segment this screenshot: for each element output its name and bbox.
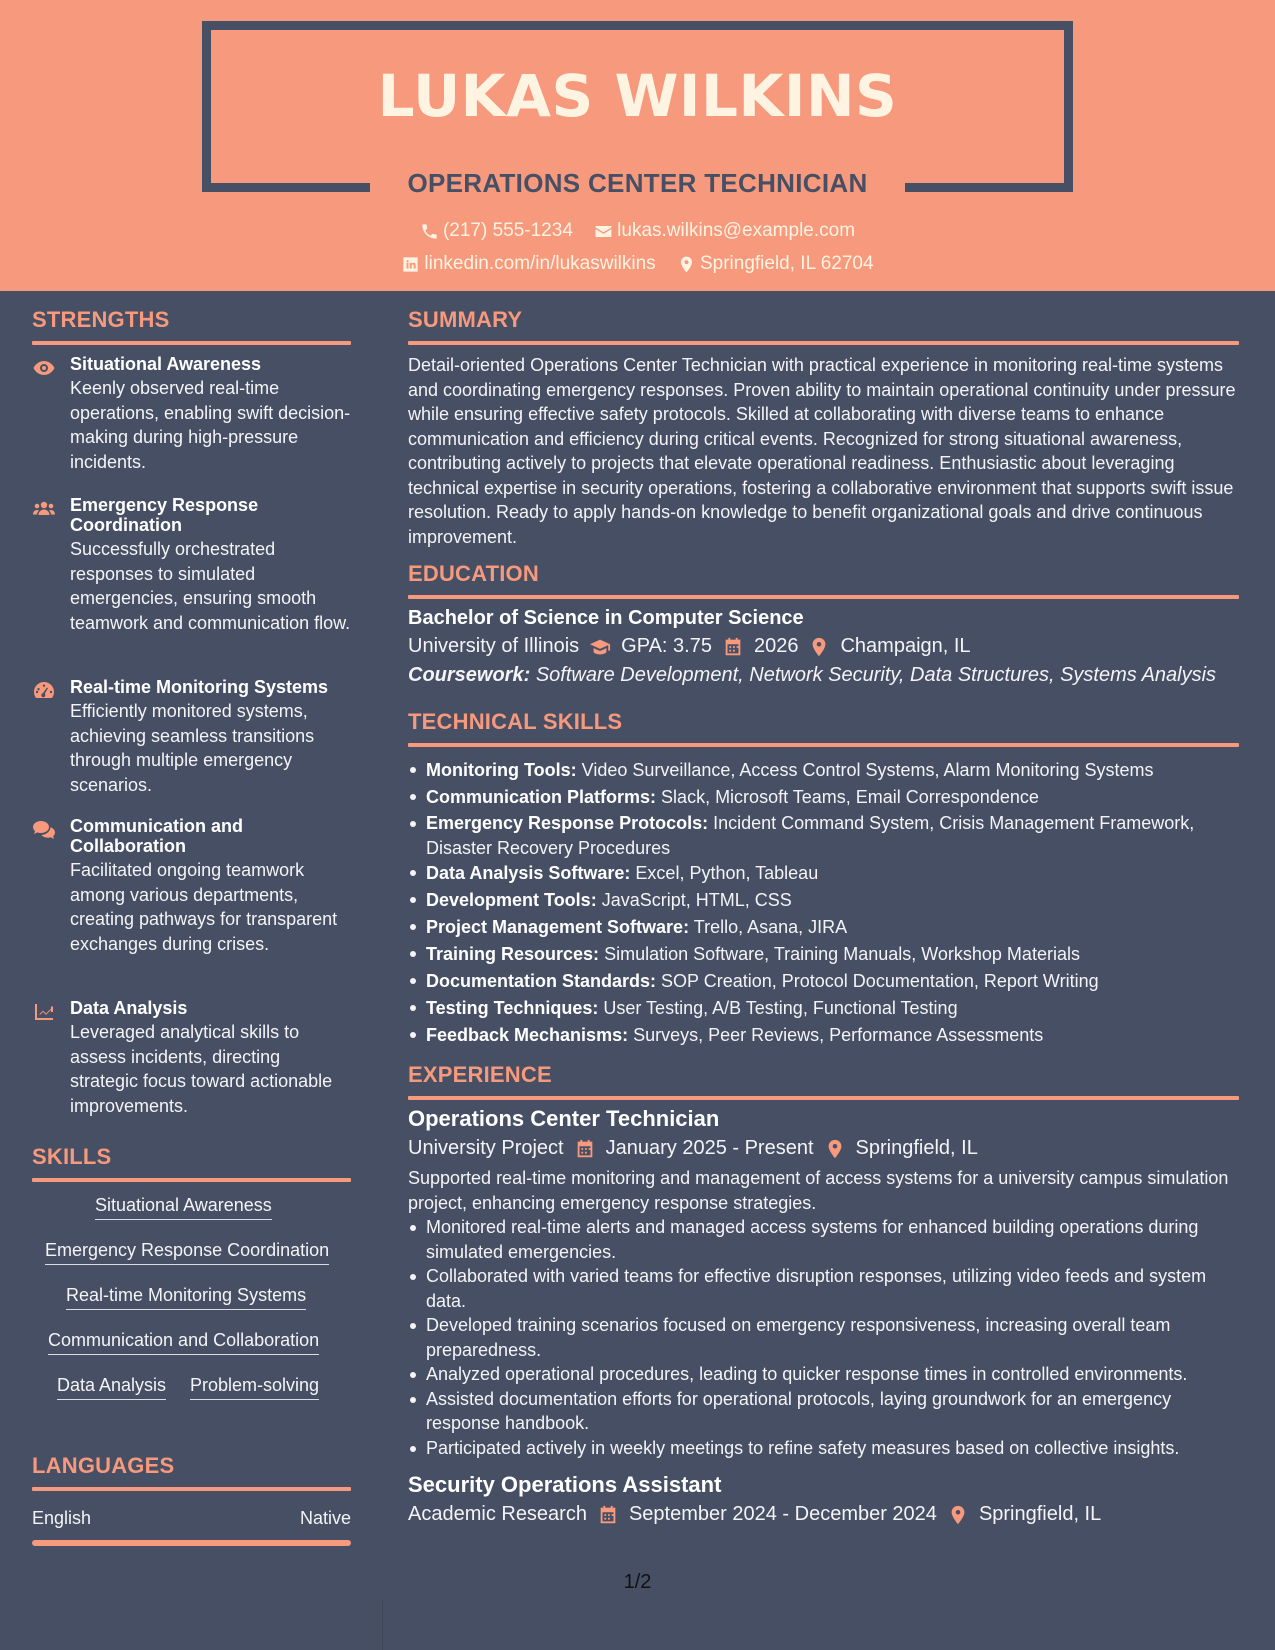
section-divider bbox=[408, 595, 1239, 599]
job-bullets bbox=[408, 1215, 1239, 1460]
phone-icon bbox=[420, 222, 439, 241]
education-location: Champaign, IL bbox=[840, 635, 971, 657]
job-entry-title: Security Operations Assistant bbox=[408, 1472, 722, 1497]
job-meta bbox=[408, 1503, 1239, 1526]
strength-name: Real-time Monitoring Systems bbox=[70, 677, 329, 697]
skill-tag: Data Analysis bbox=[57, 1375, 166, 1400]
eye-icon bbox=[32, 356, 56, 380]
list-item: Assisted documentation efforts for operational protocols, laying groundwork for an emergency response handbook. bbox=[408, 1387, 1239, 1436]
list-item: Participated actively in weekly meetings to refine safety measures based on collective insights. bbox=[408, 1436, 1239, 1461]
list-item: Developed training scenarios focused on emergency responsiveness, increasing overall team preparedness. bbox=[408, 1313, 1239, 1362]
section-heading: SKILLS bbox=[32, 1144, 112, 1169]
strength-name: Emergency Response Coordination bbox=[70, 495, 259, 535]
job-location: Springfield, IL bbox=[978, 1503, 1102, 1525]
list-item bbox=[408, 1022, 1239, 1049]
list-item bbox=[408, 887, 1239, 914]
section-divider bbox=[408, 1096, 1239, 1100]
degree-name: Bachelor of Science in Computer Science bbox=[408, 607, 804, 629]
skills-section bbox=[32, 1144, 351, 1182]
education-meta bbox=[408, 635, 1239, 658]
technical-skills-section bbox=[408, 709, 1239, 1049]
chart-line-icon bbox=[32, 1000, 56, 1024]
list-item bbox=[408, 784, 1239, 811]
email-text: lukas.wilkins@example.com bbox=[617, 220, 856, 241]
email-contact[interactable] bbox=[594, 220, 855, 242]
section-divider bbox=[408, 743, 1239, 747]
strength-name: Communication and Collaboration bbox=[70, 816, 244, 856]
skill-values: Video Surveillance, Access Control Systems, Alarm Monitoring Systems bbox=[581, 760, 1154, 780]
contact-row bbox=[0, 220, 1275, 247]
skill-category: Project Management Software: bbox=[426, 917, 690, 937]
section-heading: EXPERIENCE bbox=[408, 1062, 552, 1087]
map-pin-icon bbox=[947, 1504, 969, 1526]
skill-values: SOP Creation, Protocol Documentation, Report Writing bbox=[661, 971, 1099, 991]
section-heading: TECHNICAL SKILLS bbox=[408, 709, 623, 734]
list-item bbox=[408, 860, 1239, 887]
map-pin-icon bbox=[824, 1138, 846, 1160]
skill-tag: Situational Awareness bbox=[95, 1195, 272, 1220]
strength-description: Leveraged analytical skills to assess incidents, directing strategic focus toward actionable improvements. bbox=[70, 1022, 333, 1116]
experience-section bbox=[408, 1062, 1239, 1526]
strength-description: Facilitated ongoing teamwork among various departments, creating pathways for transparent exchanges during crises. bbox=[70, 860, 338, 954]
section-divider bbox=[32, 1487, 351, 1491]
linkedin-text: linkedin.com/in/lukaswilkins bbox=[424, 253, 656, 274]
location-contact bbox=[677, 253, 874, 275]
map-pin-icon bbox=[808, 636, 830, 658]
education-section bbox=[408, 561, 1239, 687]
job-title: OPERATIONS CENTER TECHNICIAN bbox=[407, 168, 868, 198]
skill-category: Communication Platforms: bbox=[426, 787, 657, 807]
job-dates: September 2024 - December 2024 bbox=[628, 1503, 937, 1525]
graduation-year: 2026 bbox=[753, 635, 799, 657]
strength-description: Keenly observed real-time operations, enabling swift decision-making during high-pressure incidents. bbox=[70, 378, 351, 472]
job-location: Springfield, IL bbox=[855, 1137, 978, 1159]
skill-category: Data Analysis Software: bbox=[426, 863, 631, 883]
skill-values: Slack, Microsoft Teams, Email Correspondence bbox=[661, 787, 1039, 807]
strength-name: Situational Awareness bbox=[70, 354, 262, 374]
skill-category: Feedback Mechanisms: bbox=[426, 1025, 629, 1045]
summary-text: Detail-oriented Operations Center Technician with practical experience in monitoring real-time systems and coordinating emergency responses. Proven ability to maintain operational continuity under pressure while ensuring effective safety protocols. Skilled at collaborating with diverse teams to enhance communication and efficiency during critical events. Recognized for strong situational awareness, contributing actively to projects that elevate operational readiness. Enthusiastic about leveraging technical expertise in security operations, fostering a collaborative environment that supports swift issue resolution. Ready to apply hands-on knowledge to benefit organizational goals and drive continuous improvement. bbox=[408, 355, 1236, 547]
contact-row bbox=[0, 253, 1275, 280]
location-text: Springfield, IL 62704 bbox=[699, 253, 874, 274]
technical-skills-list bbox=[408, 757, 1239, 1049]
column-divider bbox=[382, 1600, 383, 1650]
section-divider bbox=[32, 1178, 351, 1182]
skill-values: Trello, Asana, JIRA bbox=[693, 917, 848, 937]
section-divider bbox=[408, 341, 1239, 345]
section-heading: EDUCATION bbox=[408, 561, 539, 586]
list-item bbox=[408, 757, 1239, 784]
coursework-label: Coursework: bbox=[408, 664, 531, 686]
users-icon bbox=[32, 497, 56, 521]
list-item bbox=[408, 941, 1239, 968]
skill-tag: Problem-solving bbox=[190, 1375, 319, 1400]
job-summary: Supported real-time monitoring and management of access systems for a university campus simulation project, enhancing emergency response strategies. bbox=[408, 1168, 1229, 1213]
section-heading: LANGUAGES bbox=[32, 1453, 175, 1478]
skill-category: Documentation Standards: bbox=[426, 971, 657, 991]
linkedin-contact[interactable] bbox=[401, 253, 655, 275]
phone-text: (217) 555-1234 bbox=[442, 220, 573, 241]
skill-values: Incident Command System, Crisis Management Framework, Disaster Recovery Procedures bbox=[426, 813, 1195, 858]
skill-values: Simulation Software, Training Manuals, Workshop Materials bbox=[604, 944, 1080, 964]
calendar-icon bbox=[574, 1138, 596, 1160]
list-item: Analyzed operational procedures, leading to quicker response times in controlled environments. bbox=[408, 1362, 1239, 1387]
school-name: University of Illinois bbox=[408, 635, 580, 657]
skill-values: Excel, Python, Tableau bbox=[635, 863, 819, 883]
summary-section bbox=[408, 307, 1239, 549]
page-number: 1/2 bbox=[623, 1571, 652, 1593]
list-item bbox=[408, 968, 1239, 995]
skill-category: Emergency Response Protocols: bbox=[426, 813, 709, 833]
comments-icon bbox=[32, 818, 56, 842]
skill-category: Training Resources: bbox=[426, 944, 600, 964]
resume-header bbox=[0, 0, 1275, 291]
coursework-list: Software Development, Network Security, Data Structures, Systems Analysis bbox=[535, 664, 1217, 686]
linkedin-icon bbox=[401, 255, 420, 274]
section-heading: STRENGTHS bbox=[32, 307, 170, 332]
skill-tag: Emergency Response Coordination bbox=[45, 1240, 329, 1265]
strength-item bbox=[32, 998, 351, 1118]
skill-category: Monitoring Tools: bbox=[426, 760, 577, 780]
graduation-cap-icon bbox=[589, 636, 611, 658]
section-divider bbox=[32, 341, 351, 345]
gauge-icon bbox=[32, 679, 56, 703]
calendar-icon bbox=[722, 636, 744, 658]
strength-item bbox=[32, 816, 351, 956]
language-level: Native bbox=[299, 1508, 351, 1528]
job-organization: Academic Research bbox=[408, 1503, 587, 1525]
language-proficiency-bar bbox=[32, 1540, 351, 1546]
skill-values: JavaScript, HTML, CSS bbox=[601, 890, 792, 910]
strength-name: Data Analysis bbox=[70, 998, 188, 1018]
list-item bbox=[408, 995, 1239, 1022]
skill-category: Testing Techniques: bbox=[426, 998, 599, 1018]
skill-category: Development Tools: bbox=[426, 890, 597, 910]
strength-description: Successfully orchestrated responses to simulated emergencies, ensuring smooth teamwork and communication flow. bbox=[70, 539, 351, 633]
job-entry-title: Operations Center Technician bbox=[408, 1106, 720, 1131]
section-heading: SUMMARY bbox=[408, 307, 523, 332]
skill-tag: Real-time Monitoring Systems bbox=[66, 1285, 306, 1310]
skill-tag: Communication and Collaboration bbox=[48, 1330, 319, 1355]
list-item: Monitored real-time alerts and managed access systems for enhanced building operations during simulated emergencies. bbox=[408, 1215, 1239, 1264]
strength-description: Efficiently monitored systems, achieving seamless transitions through multiple emergency scenarios. bbox=[70, 701, 315, 795]
language-name: English bbox=[32, 1508, 92, 1528]
gpa-value: GPA: 3.75 bbox=[621, 635, 712, 657]
strength-item bbox=[32, 677, 351, 797]
candidate-name: LUKAS WILKINS bbox=[377, 62, 898, 130]
skill-values: Surveys, Peer Reviews, Performance Assessments bbox=[633, 1025, 1044, 1045]
job-dates: January 2025 - Present bbox=[605, 1137, 814, 1159]
list-item: Collaborated with varied teams for effective disruption responses, utilizing video feeds and system data. bbox=[408, 1264, 1239, 1313]
list-item bbox=[408, 914, 1239, 941]
strengths-section bbox=[32, 307, 351, 345]
calendar-icon bbox=[597, 1504, 619, 1526]
list-item bbox=[408, 811, 1239, 860]
envelope-icon bbox=[594, 222, 613, 241]
strength-item bbox=[32, 354, 351, 474]
coursework bbox=[408, 664, 1239, 687]
languages-section bbox=[32, 1453, 351, 1491]
job-organization: University Project bbox=[408, 1137, 564, 1159]
skill-values: User Testing, A/B Testing, Functional Testing bbox=[603, 998, 958, 1018]
strength-item bbox=[32, 495, 351, 635]
phone-contact[interactable] bbox=[420, 220, 573, 242]
job-meta bbox=[408, 1137, 1239, 1160]
map-pin-icon bbox=[677, 255, 696, 274]
